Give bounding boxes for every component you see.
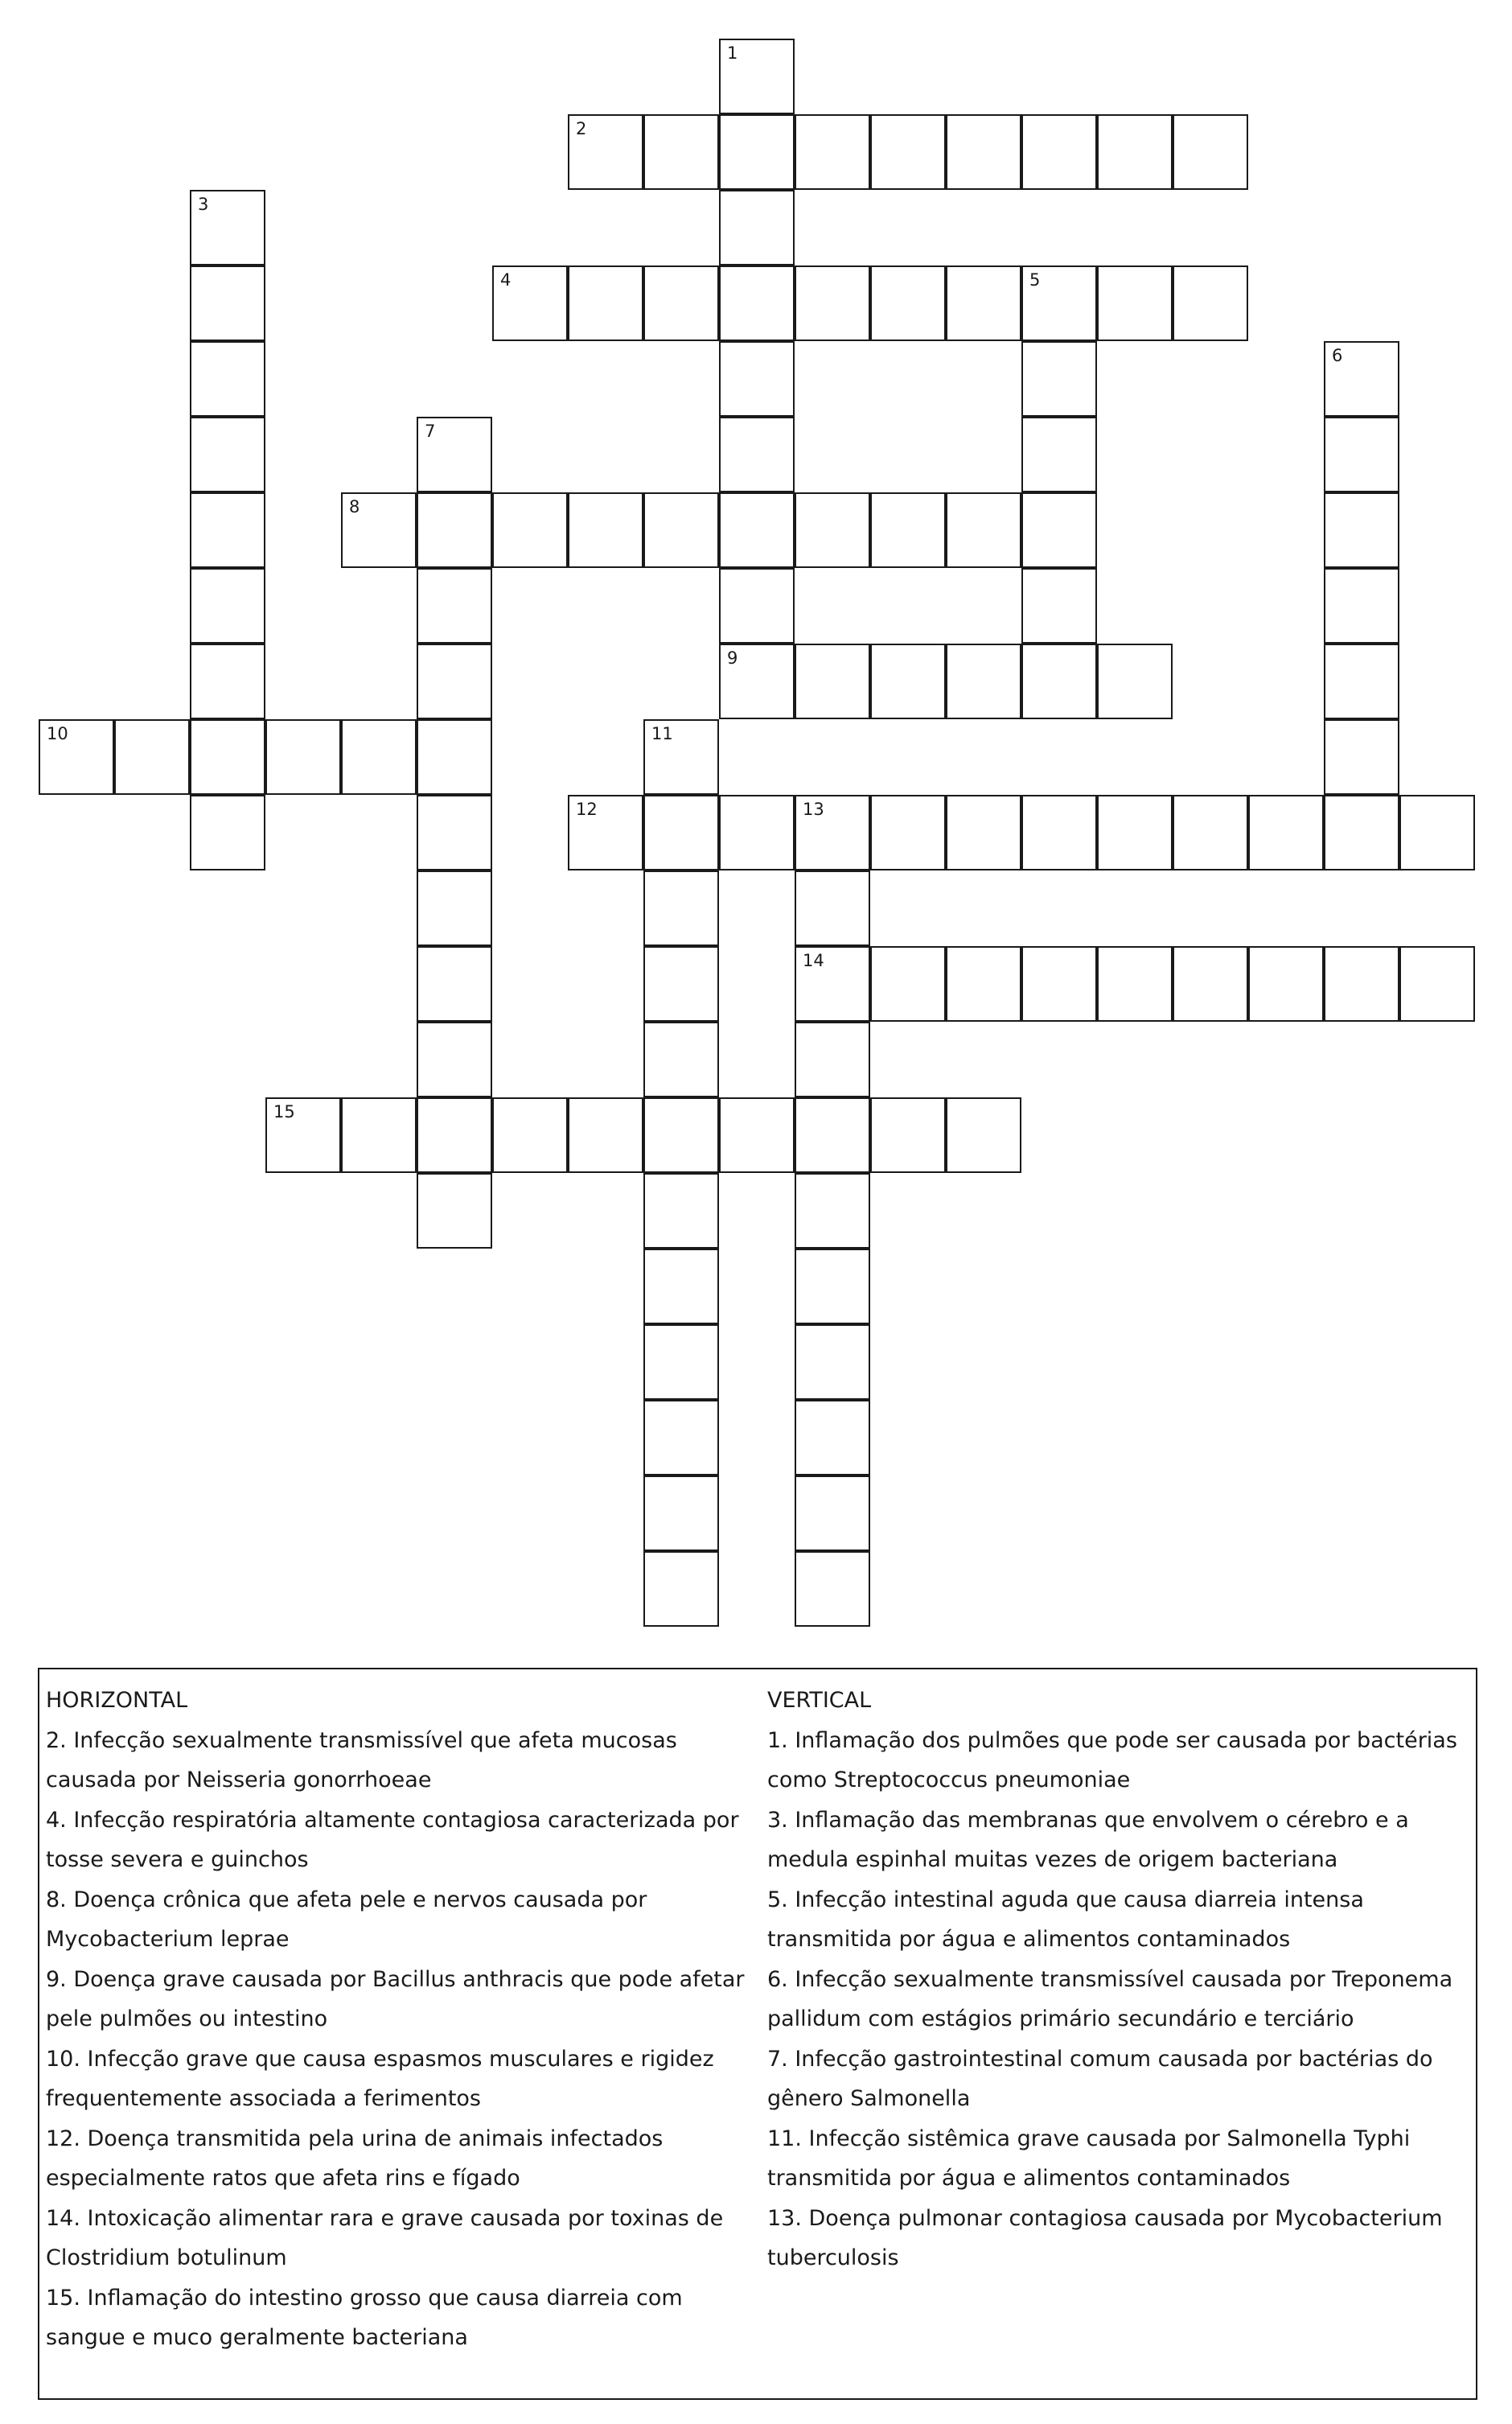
clue-line: 7. Infecção gastrointestinal comum causada por bactérias do xyxy=(767,2046,1433,2072)
grid-cell[interactable] xyxy=(719,190,795,265)
grid-cell[interactable] xyxy=(1324,795,1399,870)
clues-box xyxy=(38,1668,1477,2400)
grid-cell[interactable] xyxy=(1097,946,1173,1022)
grid-cell[interactable] xyxy=(795,265,870,341)
across-clue-list xyxy=(46,1721,754,2358)
cell-number: 15 xyxy=(273,1102,295,1121)
clue-line: 13. Doença pulmonar contagiosa causada por Mycobacterium xyxy=(767,2205,1443,2231)
grid-cell[interactable] xyxy=(643,946,719,1022)
grid-cell[interactable] xyxy=(1324,492,1399,568)
grid-cell[interactable] xyxy=(795,1551,870,1627)
grid-cell[interactable] xyxy=(946,265,1021,341)
grid-cell[interactable] xyxy=(946,492,1021,568)
grid-cell[interactable] xyxy=(643,1249,719,1324)
down-heading: VERTICAL xyxy=(767,1688,872,1713)
grid-cell[interactable] xyxy=(1173,795,1248,870)
cell-number: 12 xyxy=(576,800,598,819)
grid-cell[interactable] xyxy=(190,492,265,568)
grid-cell[interactable] xyxy=(643,1324,719,1400)
clue-line: 2. Infecção sexualmente transmissível que afeta mucosas xyxy=(46,1727,677,1753)
grid-cell[interactable] xyxy=(795,870,870,946)
cell-number: 10 xyxy=(47,724,68,743)
clue-line: 4. Infecção respiratória altamente contagiosa caracterizada por xyxy=(46,1807,739,1833)
clue-line: transmitida por água e alimentos contaminados xyxy=(767,1927,1291,1952)
grid-cell[interactable] xyxy=(643,1097,719,1173)
grid-cell[interactable] xyxy=(719,568,795,644)
grid-cell[interactable] xyxy=(1324,719,1399,795)
grid-cell[interactable] xyxy=(946,946,1021,1022)
grid-cell[interactable] xyxy=(643,1551,719,1627)
grid-cell[interactable] xyxy=(417,1097,492,1173)
grid-cell[interactable] xyxy=(946,114,1021,190)
grid-cell[interactable] xyxy=(568,492,643,568)
grid-cell[interactable] xyxy=(417,1022,492,1097)
grid-cell[interactable] xyxy=(946,795,1021,870)
grid-cell[interactable] xyxy=(190,644,265,719)
grid-cell[interactable] xyxy=(1021,341,1097,417)
cell-number: 2 xyxy=(576,119,587,138)
across-heading: HORIZONTAL xyxy=(46,1688,188,1713)
grid-cell[interactable] xyxy=(1324,644,1399,719)
grid-cell[interactable] xyxy=(795,492,870,568)
grid-cell[interactable] xyxy=(870,946,946,1022)
clue-line: frequentemente associada a ferimentos xyxy=(46,2086,482,2111)
grid-cell[interactable] xyxy=(643,265,719,341)
grid-cell[interactable] xyxy=(870,492,946,568)
grid-cell[interactable] xyxy=(643,870,719,946)
grid-cell[interactable] xyxy=(190,341,265,417)
grid-cell[interactable] xyxy=(417,795,492,870)
clue-line: causada por Neisseria gonorrhoeae xyxy=(46,1768,432,1792)
grid-cell[interactable] xyxy=(1021,114,1097,190)
grid-cell[interactable] xyxy=(719,265,795,341)
grid-cell[interactable] xyxy=(1021,946,1097,1022)
grid-cell[interactable] xyxy=(1097,644,1173,719)
across-clues-column xyxy=(46,1681,754,2358)
clue-line: 6. Infecção sexualmente transmissível causada por Treponema xyxy=(767,1966,1453,1992)
grid-cell[interactable] xyxy=(1021,644,1097,719)
grid-cell[interactable] xyxy=(1324,568,1399,644)
grid-cell[interactable] xyxy=(417,719,492,795)
grid-cell[interactable] xyxy=(1173,114,1248,190)
grid-cell[interactable] xyxy=(1021,265,1097,341)
grid-cell[interactable] xyxy=(190,795,265,870)
grid-cell[interactable] xyxy=(643,719,719,795)
grid-cell[interactable] xyxy=(946,1097,1021,1173)
grid-cell[interactable] xyxy=(719,417,795,492)
cell-number: 11 xyxy=(651,724,673,743)
grid-cell[interactable] xyxy=(1097,795,1173,870)
grid-cell[interactable] xyxy=(795,795,870,870)
down-clues-column xyxy=(767,1681,1471,2278)
grid-cell[interactable] xyxy=(795,1022,870,1097)
grid-cell[interactable] xyxy=(719,492,795,568)
grid-cell[interactable] xyxy=(870,114,946,190)
cell-number: 5 xyxy=(1029,270,1041,290)
grid-cell[interactable] xyxy=(870,1097,946,1173)
cell-number: 1 xyxy=(727,43,738,63)
down-clue-list xyxy=(767,1721,1471,2278)
grid-cell[interactable] xyxy=(719,644,795,719)
grid-cell[interactable] xyxy=(643,1173,719,1249)
cell-number: 9 xyxy=(727,648,738,668)
cell-number: 4 xyxy=(500,270,512,290)
clue-line: 12. Doença transmitida pela urina de animais infectados xyxy=(46,2126,664,2151)
clue-line: 10. Infecção grave que causa espasmos musculares e rigidez xyxy=(46,2046,714,2072)
grid-cell[interactable] xyxy=(341,1097,417,1173)
grid-cell[interactable] xyxy=(643,1022,719,1097)
grid-cell[interactable] xyxy=(643,1475,719,1551)
grid-cell[interactable] xyxy=(795,1173,870,1249)
grid-cell[interactable] xyxy=(946,644,1021,719)
cell-number: 3 xyxy=(198,195,209,214)
clue-line: Mycobacterium leprae xyxy=(46,1927,290,1952)
grid-cell[interactable] xyxy=(870,265,946,341)
clue-line: 5. Infecção intestinal aguda que causa diarreia intensa xyxy=(767,1887,1364,1912)
grid-cell[interactable] xyxy=(1021,568,1097,644)
grid-cell[interactable] xyxy=(417,1173,492,1249)
clue-line: como Streptococcus pneumoniae xyxy=(767,1768,1131,1792)
clue-line: 3. Inflamação das membranas que envolvem o cérebro e a xyxy=(767,1807,1409,1833)
clue-line: 11. Infecção sistêmica grave causada por Salmonella Typhi xyxy=(767,2126,1411,2151)
grid-cell[interactable] xyxy=(795,1400,870,1475)
grid-cell[interactable] xyxy=(341,492,417,568)
cell-number: 14 xyxy=(803,951,824,970)
grid-cell[interactable] xyxy=(190,417,265,492)
grid-cell[interactable] xyxy=(643,114,719,190)
clue-line: transmitida por água e alimentos contaminados xyxy=(767,2166,1291,2191)
grid-cell[interactable] xyxy=(1097,265,1173,341)
grid-cell[interactable] xyxy=(795,1097,870,1173)
grid-cell[interactable] xyxy=(417,644,492,719)
grid-cell[interactable] xyxy=(1248,795,1324,870)
grid-cell[interactable] xyxy=(1173,946,1248,1022)
clue-line: 15. Inflamação do intestino grosso que causa diarreia com xyxy=(46,2285,683,2311)
grid-cell[interactable] xyxy=(719,39,795,114)
grid-cell[interactable] xyxy=(719,341,795,417)
grid-cell[interactable] xyxy=(795,114,870,190)
grid-cell[interactable] xyxy=(870,644,946,719)
grid-cell[interactable] xyxy=(1399,795,1475,870)
grid-cell[interactable] xyxy=(795,1324,870,1400)
grid-cell[interactable] xyxy=(265,1097,341,1173)
grid-cell[interactable] xyxy=(492,1097,568,1173)
grid-cell[interactable] xyxy=(417,568,492,644)
grid-cell[interactable] xyxy=(643,1400,719,1475)
grid-cell[interactable] xyxy=(39,719,114,795)
grid-cell[interactable] xyxy=(190,719,265,795)
clue-line: Clostridium botulinum xyxy=(46,2245,287,2270)
clue-line: especialmente ratos que afeta rins e fígado xyxy=(46,2166,520,2191)
clue-line: pele pulmões ou intestino xyxy=(46,2006,328,2031)
clue-line: tuberculosis xyxy=(767,2245,899,2270)
grid-cell[interactable] xyxy=(568,1097,643,1173)
grid-cell[interactable] xyxy=(1248,946,1324,1022)
clue-line: gênero Salmonella xyxy=(767,2086,971,2111)
grid-cell[interactable] xyxy=(492,492,568,568)
grid-cell[interactable] xyxy=(1399,946,1475,1022)
grid-cell[interactable] xyxy=(1324,946,1399,1022)
grid-cell[interactable] xyxy=(795,644,870,719)
grid-cell[interactable] xyxy=(719,795,795,870)
clue-line: 14. Intoxicação alimentar rara e grave causada por toxinas de xyxy=(46,2205,724,2231)
grid-cell[interactable] xyxy=(719,114,795,190)
clue-line: pallidum com estágios primário secundário e terciário xyxy=(767,2006,1354,2031)
cell-number: 8 xyxy=(349,497,360,516)
clue-line: tosse severa e guinchos xyxy=(46,1847,309,1872)
grid-cell[interactable] xyxy=(719,1097,795,1173)
grid-cell[interactable] xyxy=(870,795,946,870)
clue-line: 9. Doença grave causada por Bacillus anthracis que pode afetar xyxy=(46,1966,745,1992)
grid-cell[interactable] xyxy=(568,795,643,870)
grid-cell[interactable] xyxy=(795,1475,870,1551)
cell-number: 6 xyxy=(1332,346,1343,365)
grid-cell[interactable] xyxy=(1324,341,1399,417)
grid-cell[interactable] xyxy=(568,114,643,190)
grid-cell[interactable] xyxy=(417,492,492,568)
grid-cell[interactable] xyxy=(417,870,492,946)
cell-number: 7 xyxy=(425,422,436,441)
clue-line: sangue e muco geralmente bacteriana xyxy=(46,2325,468,2350)
clue-line: 8. Doença crônica que afeta pele e nervos causada por xyxy=(46,1887,647,1912)
grid-cell[interactable] xyxy=(190,568,265,644)
grid-cell[interactable] xyxy=(492,265,568,341)
grid-cell[interactable] xyxy=(190,190,265,265)
grid-cell[interactable] xyxy=(643,492,719,568)
grid-cell[interactable] xyxy=(114,719,190,795)
grid-cell[interactable] xyxy=(1021,417,1097,492)
grid-cell[interactable] xyxy=(417,946,492,1022)
grid-cell[interactable] xyxy=(795,946,870,1022)
grid-cell[interactable] xyxy=(1173,265,1248,341)
cell-number: 13 xyxy=(803,800,824,819)
grid-cell[interactable] xyxy=(265,719,341,795)
grid-cell[interactable] xyxy=(341,719,417,795)
grid-cell[interactable] xyxy=(1021,795,1097,870)
grid-cell[interactable] xyxy=(1324,417,1399,492)
grid-cell[interactable] xyxy=(1097,114,1173,190)
grid-cell[interactable] xyxy=(795,1249,870,1324)
clue-line: 1. Inflamação dos pulmões que pode ser causada por bactérias xyxy=(767,1727,1457,1753)
grid-cell[interactable] xyxy=(568,265,643,341)
grid-cell[interactable] xyxy=(643,795,719,870)
grid-cell[interactable] xyxy=(190,265,265,341)
grid-cell[interactable] xyxy=(417,417,492,492)
grid-cell[interactable] xyxy=(1021,492,1097,568)
clue-line: medula espinhal muitas vezes de origem bacteriana xyxy=(767,1847,1338,1872)
